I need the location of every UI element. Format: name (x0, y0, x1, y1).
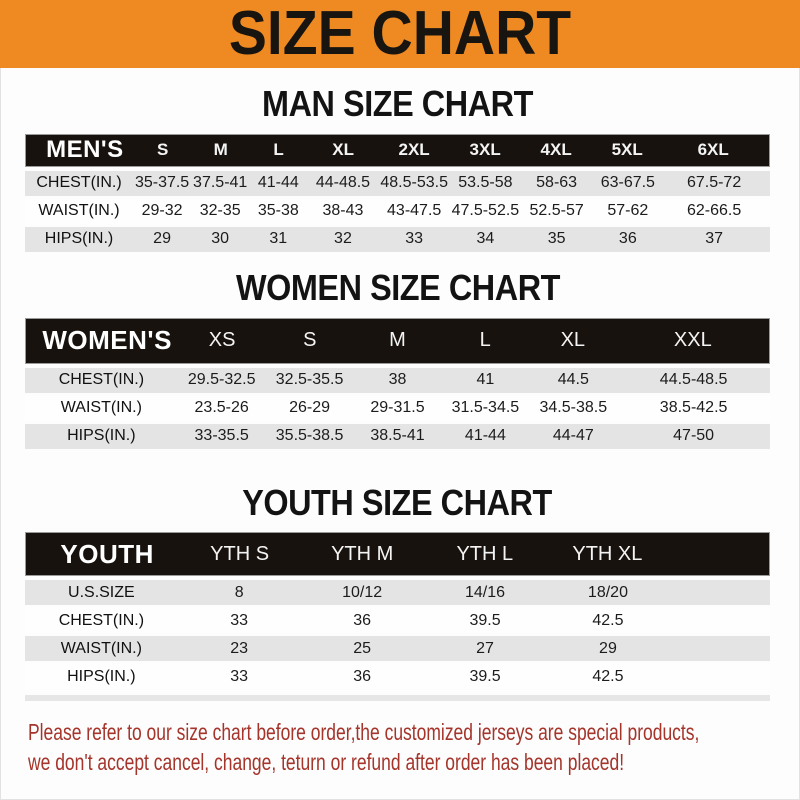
size-cell: 43-47.5 (387, 202, 442, 220)
size-cell: 67.5-72 (686, 174, 742, 192)
women-column-header: L (479, 329, 491, 352)
size-cell: 23.5-26 (194, 399, 249, 417)
men-column-header: 3XL (469, 140, 501, 160)
size-cell: 41-44 (257, 174, 299, 192)
size-cell: 18/20 (587, 583, 628, 601)
size-cell: 42.5 (592, 611, 624, 629)
men-column-header: 6XL (697, 140, 729, 160)
youth-section-title: YOUTH SIZE CHART (242, 481, 553, 523)
size-cell: 62-66.5 (686, 202, 742, 220)
men-column-header: 5XL (611, 140, 643, 160)
women-column-header: XL (560, 329, 586, 352)
size-cell: 44.5 (557, 371, 589, 389)
size-cell: 44.5-48.5 (659, 371, 728, 389)
size-cell: 14/16 (465, 583, 506, 601)
size-cell: 38.5-41 (370, 427, 425, 445)
women-column-header: XS (208, 329, 236, 352)
men-table-header-row (25, 134, 770, 167)
men-section-title: MAN SIZE CHART (262, 83, 533, 124)
disclaimer-line-2: we don't accept cancel, change, teturn or refund after order has been placed! (28, 749, 625, 776)
women-size-table (25, 318, 770, 449)
youth-column-header: YTH XL (572, 542, 643, 565)
size-cell: 25 (353, 639, 371, 657)
size-cell: 29-32 (141, 202, 183, 220)
size-cell: 33 (230, 611, 249, 629)
size-cell: 57-62 (607, 202, 649, 220)
size-cell: 35.5-38.5 (275, 427, 344, 445)
row-label: HIPS(IN.) (67, 427, 136, 445)
men-section (25, 85, 770, 252)
size-cell: 35 (547, 230, 566, 248)
size-cell: 33 (230, 667, 249, 685)
size-cell: 8 (234, 583, 244, 601)
page-title: SIZE CHART (228, 0, 572, 68)
size-cell: 26-29 (289, 399, 331, 417)
men-column-header: M (213, 140, 228, 160)
size-cell: 41 (476, 371, 495, 389)
youth-size-table (25, 532, 770, 689)
women-waist-row (25, 396, 770, 421)
size-cell: 39.5 (469, 611, 501, 629)
banner (0, 0, 800, 68)
size-cell: 33-35.5 (194, 427, 249, 445)
women-section-title-wrap (25, 266, 770, 308)
size-cell: 44-48.5 (315, 174, 371, 192)
size-cell: 63-67.5 (600, 174, 655, 192)
size-cell: 29 (153, 230, 171, 248)
men-column-header: XL (332, 140, 354, 160)
youth-header-label: YOUTH (60, 538, 154, 569)
men-column-header: L (273, 140, 284, 160)
size-cell: 23 (230, 639, 249, 657)
size-cell: 48.5-53.5 (380, 174, 448, 192)
men-column-header: 4XL (540, 140, 572, 160)
size-cell: 38 (388, 371, 407, 389)
youth-section (25, 481, 770, 690)
size-cell: 39.5 (469, 667, 501, 685)
women-section (25, 266, 770, 449)
size-cell: 38.5-42.5 (659, 399, 728, 417)
youth-section-title-wrap (25, 481, 770, 523)
row-label: WAIST(IN.) (60, 399, 142, 417)
size-cell: 29-31.5 (370, 399, 425, 417)
disclaimer (28, 718, 800, 778)
size-cell: 47-50 (673, 427, 715, 445)
size-cell: 10/12 (342, 583, 383, 601)
size-cell: 41-44 (464, 427, 506, 445)
size-cell: 34 (476, 230, 495, 248)
size-cell: 32 (334, 230, 352, 248)
women-chest-row (25, 368, 770, 393)
size-cell: 52.5-57 (529, 202, 584, 220)
row-label: U.S.SIZE (68, 583, 135, 601)
row-label: WAIST(IN.) (38, 202, 120, 220)
youth-ussize-row (25, 580, 770, 605)
size-cell: 30 (211, 230, 230, 248)
size-cell: 27 (476, 639, 494, 657)
women-hips-row (25, 424, 770, 449)
row-label: HIPS(IN.) (44, 230, 114, 248)
youth-table-header-row (25, 532, 770, 576)
row-label: CHEST(IN.) (58, 611, 145, 629)
men-column-header: S (157, 140, 169, 160)
size-cell: 44-47 (552, 427, 594, 445)
youth-hips-row (25, 664, 770, 689)
men-hips-row (25, 227, 770, 252)
row-label: WAIST(IN.) (60, 639, 142, 657)
disclaimer-line-1: Please refer to our size chart before order,the customized jerseys are special products, (28, 719, 700, 746)
men-column-header: 2XL (398, 140, 430, 160)
youth-column-header: YTH L (456, 542, 514, 565)
size-cell: 32-35 (199, 202, 241, 220)
youth-column-header: YTH M (331, 542, 394, 565)
men-header-label: MEN'S (46, 136, 124, 164)
size-cell: 38-43 (322, 202, 364, 220)
size-cell: 32.5-35.5 (275, 371, 344, 389)
women-column-header: XXL (673, 329, 712, 352)
men-chest-row (25, 171, 770, 196)
size-cell: 42.5 (592, 667, 624, 685)
size-cell: 58-63 (536, 174, 578, 192)
women-column-header: S (303, 329, 317, 352)
youth-chest-row (25, 608, 770, 633)
size-cell: 36 (353, 667, 371, 685)
size-cell: 31.5-34.5 (451, 399, 520, 417)
youth-column-header: YTH S (210, 542, 270, 565)
men-size-table (25, 134, 770, 252)
women-column-header: M (389, 329, 406, 352)
size-cell: 36 (618, 230, 637, 248)
row-label: HIPS(IN.) (67, 667, 136, 685)
men-section-title-wrap (25, 85, 770, 123)
size-cell: 36 (353, 611, 371, 629)
row-label: CHEST(IN.) (36, 174, 122, 192)
women-section-title: WOMEN SIZE CHART (235, 266, 560, 308)
size-cell: 37.5-41 (193, 174, 248, 192)
size-cell: 35-37.5 (134, 174, 190, 192)
women-header-label: WOMEN'S (42, 325, 172, 356)
women-table-header-row (25, 318, 770, 364)
size-cell: 47.5-52.5 (451, 202, 520, 220)
size-cell: 33 (405, 230, 424, 248)
size-cell: 31 (269, 230, 288, 248)
size-cell: 53.5-58 (458, 174, 513, 192)
size-cell: 29 (599, 639, 617, 657)
size-cell: 35-38 (257, 202, 299, 220)
size-cell: 29.5-32.5 (187, 371, 256, 389)
size-cell: 37 (705, 230, 723, 248)
youth-waist-row (25, 636, 770, 661)
table-bottom-divider (25, 695, 770, 701)
size-cell: 34.5-38.5 (539, 399, 608, 417)
men-waist-row (25, 199, 770, 224)
row-label: CHEST(IN.) (58, 371, 145, 389)
